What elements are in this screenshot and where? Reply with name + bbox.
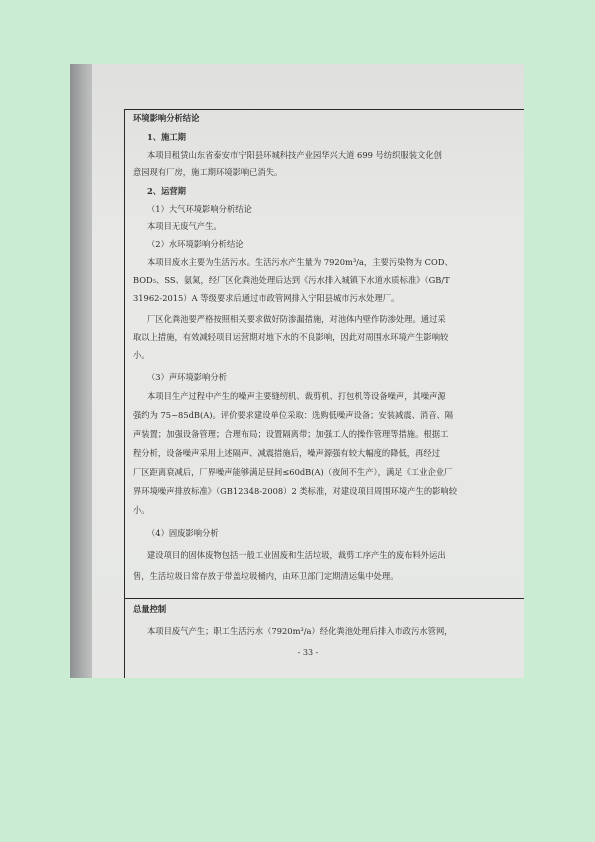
paragraph-line: 意园现有厂房，施工期环境影响已消失。 — [133, 167, 283, 177]
table-frame — [124, 109, 524, 678]
heading-construction: 1、施工期 — [147, 132, 186, 142]
paragraph-line: 厂区化粪池要严格按照相关要求做好防渗漏措施，对池体内壁作防渗处理。通过采 — [147, 314, 446, 324]
paragraph-line: 小。 — [133, 350, 150, 360]
paragraph-line: 本项目租赁山东省泰安市宁阳县环城科技产业园华兴大道 699 号纺织服装文化创 — [147, 150, 442, 160]
subheading-solid-waste: （4）固废影响分析 — [147, 528, 219, 538]
paragraph-line: 界环境噪声排放标准》（GB12348-2008）2 类标准，对建设项目周围环境产生的影响较 — [133, 486, 458, 496]
paragraph-line: 31962-2015）A 等级要求后通过市政管网排入宁阳县城市污水处理厂。 — [133, 293, 400, 303]
subheading-water: （2）水环境影响分析结论 — [147, 239, 244, 249]
section-title: 环境影响分析结论 — [133, 113, 200, 123]
paragraph-line: 厂区距离衰减后，厂界噪声能够满足昼间≤60dB(A)（夜间不生产），满足《工业企业厂 — [133, 467, 453, 477]
subheading-noise: （3）声环境影响分析 — [147, 372, 227, 382]
paragraph-line: 本项目生产过程中产生的噪声主要缝纫机、裁剪机、打包机等设备噪声，其噪声源 — [147, 391, 446, 401]
paragraph-line: 小。 — [133, 505, 150, 515]
heading-operation: 2、运营期 — [147, 186, 186, 196]
subheading-air: （1）大气环境影响分析结论 — [147, 204, 252, 214]
paragraph-line: 本项目废气产生；职工生活污水（7920m³/a）经化粪池处理后排入市政污水管网， — [147, 626, 453, 636]
paper-page — [92, 64, 524, 678]
heading-total-control: 总量控制 — [133, 604, 167, 614]
paragraph-line: 声装置；加强设备管理；合理布局；设置隔离带；加强工人的操作管理等措施。根据工 — [133, 429, 449, 439]
row-divider — [125, 598, 524, 599]
paragraph-line: 本项目无废气产生。 — [147, 221, 222, 231]
paragraph-line: 建设项目的固体废物包括一般工业固废和生活垃圾，裁剪工序产生的废布料外运出 — [147, 550, 446, 560]
paragraph-line: BOD₅、SS、氨氮，经厂区化粪池处理后达到《污水排入城镇下水道水质标准》（GB/T — [133, 275, 450, 285]
paragraph-line: 强约为 75~85dB(A)。评价要求建设单位采取：选购低噪声设备；安装减震、消音、隔 — [133, 410, 454, 420]
paragraph-line: 本项目废水主要为生活污水。生活污水产生量为 7920m³/a，主要污染物为 COD、 — [147, 257, 453, 267]
paragraph-line: 程分析，设备噪声采用上述隔声、减震措施后，噪声源强有较大幅度的降低，再经过 — [133, 448, 440, 458]
paragraph-line: 取以上措施，有效减轻项目运营期对地下水的不良影响，因此对周围水环境产生影响较 — [133, 332, 449, 342]
page-number: - 33 - — [297, 648, 319, 657]
paragraph-line: 售，生活垃圾日常存放于带盖垃圾桶内，由环卫部门定期清运集中处理。 — [133, 571, 399, 581]
photographed-page — [70, 64, 524, 678]
